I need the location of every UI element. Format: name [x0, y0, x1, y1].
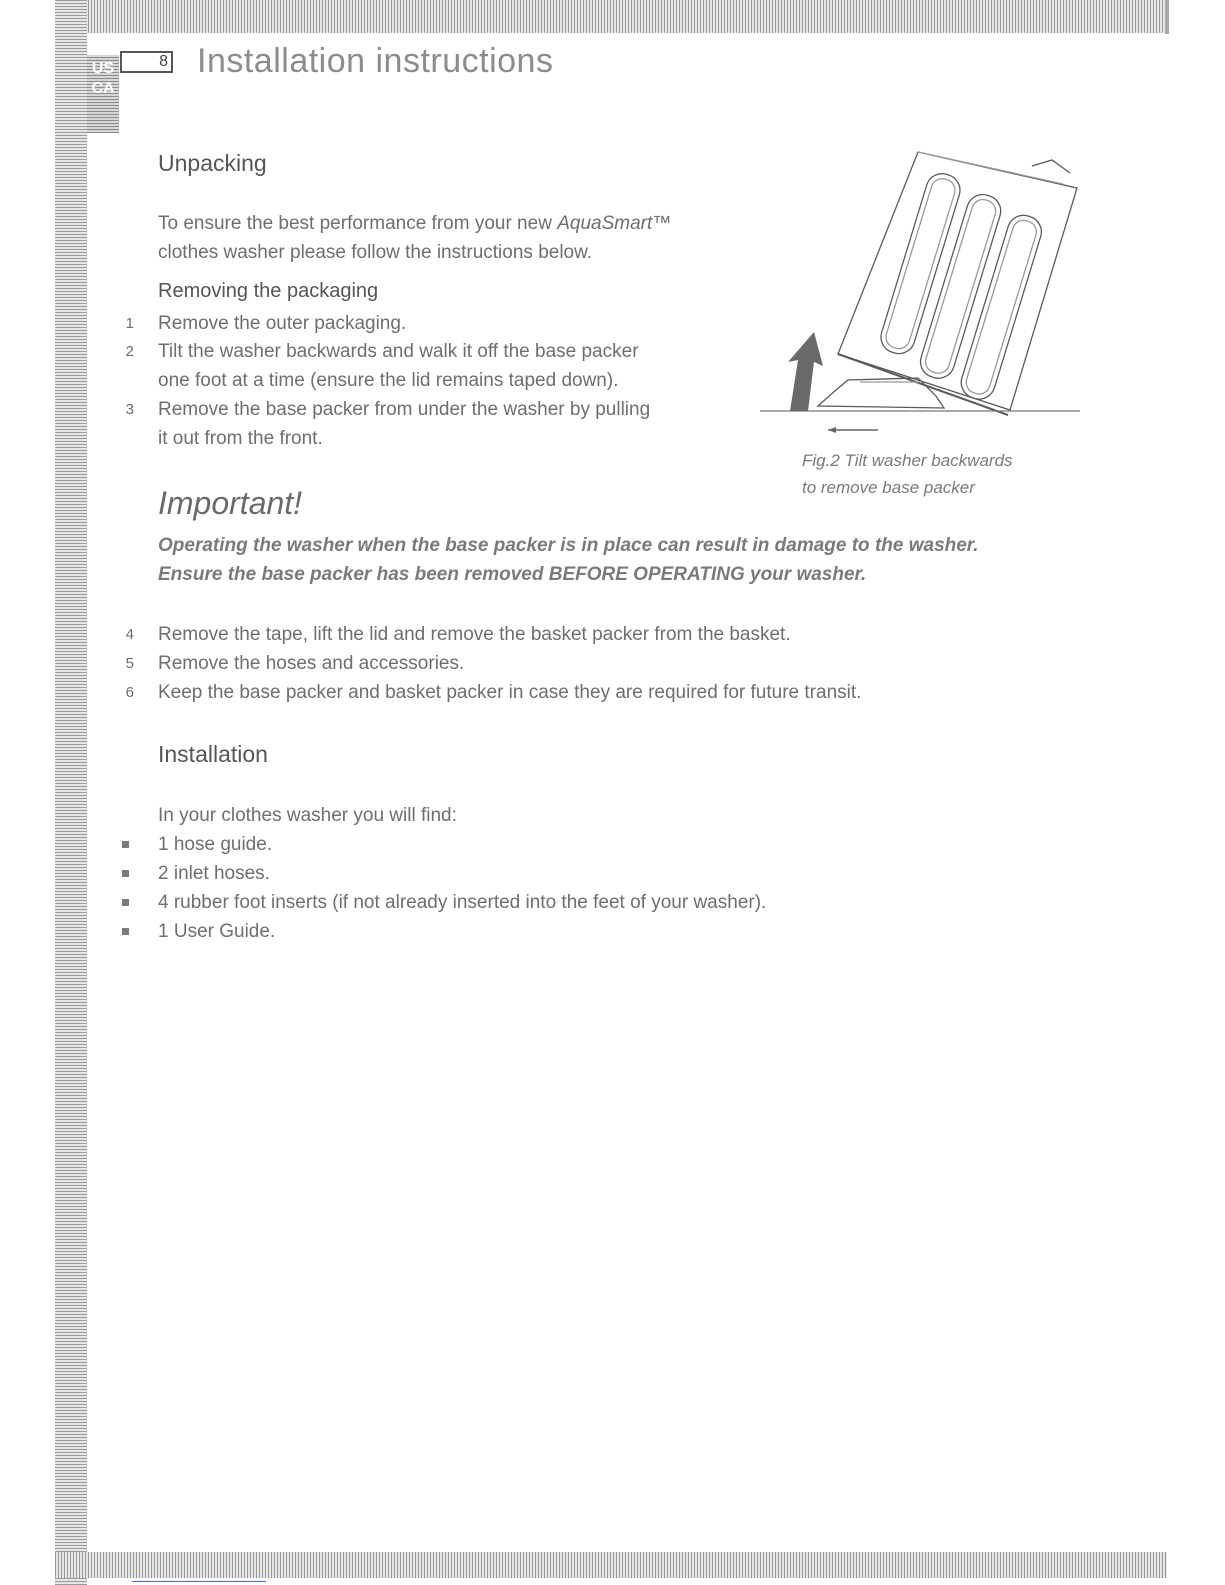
list-item-text: 1 hose guide.	[158, 834, 273, 855]
step-text: Remove the outer packaging.	[158, 313, 407, 334]
scan-border-left	[55, 0, 87, 1585]
figure-caption-line-2: to remove base packer	[802, 478, 975, 497]
list-item-text: 2 inlet hoses.	[158, 863, 270, 884]
removing-packaging-heading: Removing the packaging	[158, 280, 379, 302]
step-text: it out from the front.	[158, 428, 323, 449]
brand-name: AquaSmart™	[557, 213, 672, 234]
intro-line-2: clothes washer please follow the instructions below.	[158, 242, 593, 263]
bottom-link-underline	[132, 1581, 266, 1582]
region-tab: US CA	[87, 55, 119, 133]
scan-border-bottom	[55, 1552, 1167, 1578]
step-text: Remove the tape, lift the lid and remove the basket packer from the basket.	[158, 624, 791, 645]
installation-intro: In your clothes washer you will find:	[158, 805, 457, 826]
intro-line-1	[158, 209, 671, 238]
scan-border-top	[55, 0, 1167, 33]
page-number: 8	[120, 51, 173, 73]
tilt-arrow-icon	[788, 332, 823, 411]
step-number: 5	[125, 655, 134, 672]
page-title: Installation instructions	[197, 42, 554, 80]
step-text: Remove the hoses and accessories.	[158, 653, 465, 674]
step-number: 2	[125, 343, 134, 360]
bullet-icon	[122, 928, 129, 935]
scan-border-right	[1165, 0, 1169, 34]
installation-heading: Installation	[158, 741, 268, 767]
warning-line-2: Ensure the base packer has been removed BEFORE OPERATING your washer.	[158, 564, 867, 585]
unpacking-heading: Unpacking	[158, 150, 267, 176]
washer-body	[838, 152, 1077, 410]
important-heading: Important!	[158, 485, 303, 521]
tilted-washer-illustration	[750, 140, 1090, 440]
warning-line-1: Operating the washer when the base packer is in place can result in damage to the washer.	[158, 535, 979, 556]
bullet-icon	[122, 899, 129, 906]
step-number: 4	[125, 626, 134, 643]
step-text: Tilt the washer backwards and walk it off the base packer	[158, 341, 639, 362]
figure-caption-line-1: Fig.2 Tilt washer backwards	[802, 451, 1013, 470]
list-item-text: 1 User Guide.	[158, 921, 276, 942]
step-number: 3	[125, 401, 134, 418]
step-number: 1	[125, 315, 134, 332]
bullet-icon	[122, 841, 129, 848]
step-number: 6	[125, 684, 134, 701]
step-text: one foot at a time (ensure the lid remains taped down).	[158, 370, 619, 391]
bullet-icon	[122, 870, 129, 877]
step-text: Remove the base packer from under the washer by pulling	[158, 399, 651, 420]
step-text: Keep the base packer and basket packer in case they are required for future transit.	[158, 682, 862, 703]
list-item-text: 4 rubber foot inserts (if not already inserted into the feet of your washer).	[158, 892, 767, 913]
intro-text: To ensure the best performance from your new	[158, 213, 558, 234]
